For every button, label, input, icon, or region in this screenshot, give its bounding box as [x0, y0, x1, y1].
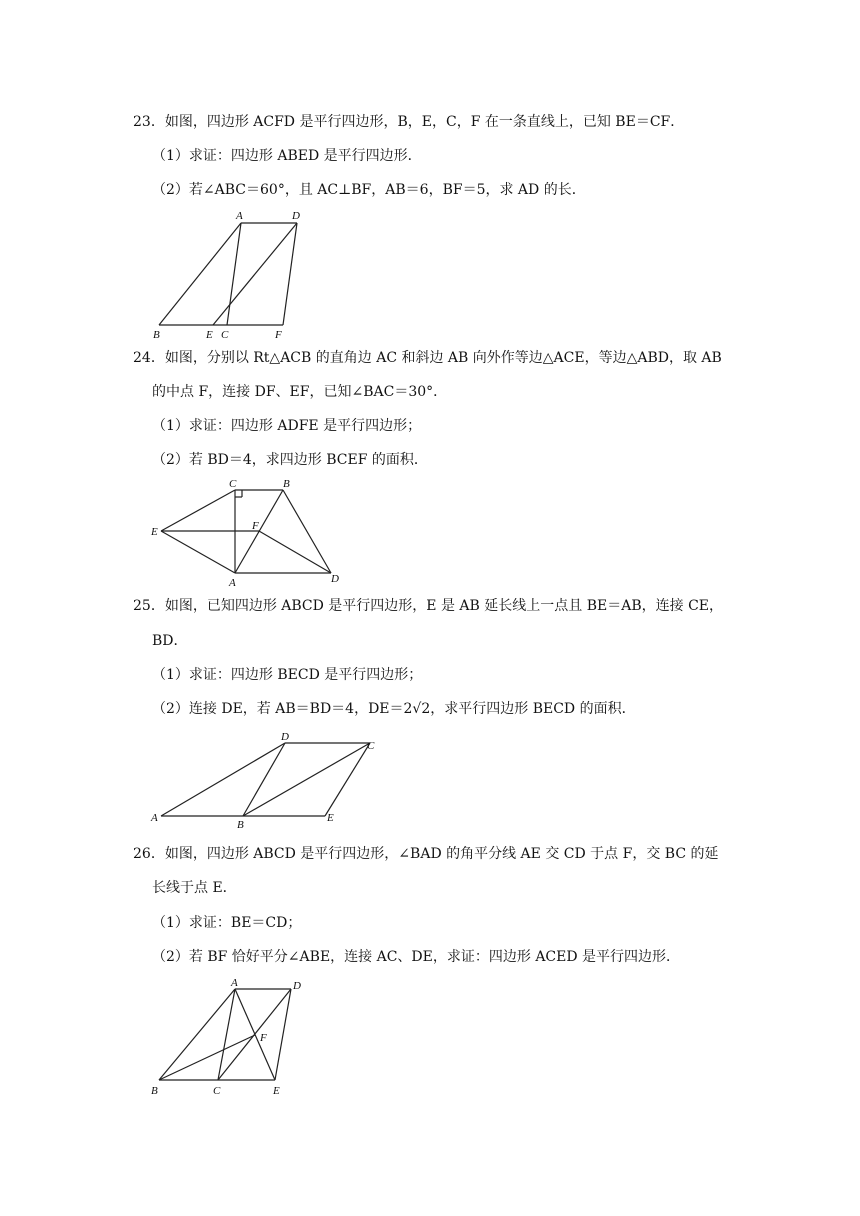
problem-23-part-2: （2）若∠ABC＝60°，且 AC⊥BF，AB＝6，BF＝5，求 AD 的长．: [152, 182, 586, 198]
label-A: A: [236, 210, 243, 222]
label-B: B: [151, 1085, 158, 1097]
segment-BD: [283, 490, 331, 573]
problem-23-stem-line-1: 23．如图，四边形 ACFD 是平行四边形，B，E，C，F 在一条直线上，已知 BE＝CF．: [133, 114, 685, 130]
segment-CB: [243, 743, 370, 816]
label-F: F: [252, 520, 259, 532]
problem-24-figure: [145, 473, 355, 593]
segment-BF: [159, 1035, 255, 1080]
label-C: C: [229, 478, 237, 490]
segment-DE: [275, 989, 291, 1080]
problem-24-stem-line-2: 的中点 F，连接 DF、EF，已知∠BAC＝30°．: [152, 384, 448, 400]
problem-26-figure: [145, 975, 320, 1105]
problem-26-stem-line-2: 长线于点 E．: [152, 880, 237, 896]
problem-25-stem-line-2: BD．: [152, 633, 188, 649]
segment-DC: [218, 989, 291, 1080]
label-C: C: [213, 1085, 221, 1097]
segment-DE: [213, 223, 297, 325]
label-F: F: [275, 329, 282, 341]
problem-25-stem-line-1: 25．如图，已知四边形 ABCD 是平行四边形，E 是 AB 延长线上一点且 BE＝AB，连接 CE，: [133, 598, 724, 614]
label-F: F: [260, 1032, 267, 1044]
label-D: D: [331, 573, 339, 585]
problem-25-part-1: （1）求证：四边形 BECD 是平行四边形；: [152, 667, 423, 683]
label-E: E: [273, 1085, 280, 1097]
problem-25-figure: [145, 728, 390, 833]
label-A: A: [231, 977, 238, 989]
segment-CE: [161, 490, 235, 531]
problem-24-stem-line-1: 24．如图，分别以 Rt△ACB 的直角边 AC 和斜边 AB 向外作等边△ACE，等边△ABD，取 AB: [133, 350, 722, 366]
label-B: B: [153, 329, 160, 341]
label-B: B: [237, 819, 244, 831]
segment-FD: [259, 531, 331, 573]
problem-24-part-2: （2）若 BD＝4，求四边形 BCEF 的面积．: [152, 452, 428, 468]
segment-DB: [243, 743, 285, 816]
label-D: D: [292, 210, 300, 222]
segment-BA: [159, 989, 235, 1080]
segment-AC: [218, 989, 235, 1080]
problem-23-figure: [145, 203, 315, 343]
problem-26-stem-line-1: 26．如图，四边形 ABCD 是平行四边形，∠BAD 的角平分线 AE 交 CD 于点 F，交 BC 的延: [133, 846, 719, 862]
label-E: E: [206, 329, 213, 341]
segment-EA: [161, 531, 235, 573]
label-C: C: [367, 740, 375, 752]
label-A: A: [151, 812, 158, 824]
label-D: D: [281, 731, 289, 743]
problem-25-part-2: （2）连接 DE，若 AB＝BD＝4，DE＝2√2，求平行四边形 BECD 的面积．: [152, 701, 636, 717]
problem-23-part-1: （1）求证：四边形 ABED 是平行四边形．: [152, 148, 422, 164]
label-D: D: [293, 980, 301, 992]
problem-26-part-1: （1）求证：BE＝CD；: [152, 915, 302, 931]
label-A: A: [229, 577, 236, 589]
label-E: E: [151, 526, 158, 538]
label-C: C: [221, 329, 229, 341]
problem-26-part-2: （2）若 BF 恰好平分∠ABE，连接 AC、DE，求证：四边形 ACED 是平行四边形．: [152, 949, 681, 965]
label-E: E: [327, 812, 334, 824]
problem-24-part-1: （1）求证：四边形 ADFE 是平行四边形；: [152, 418, 422, 434]
label-B: B: [283, 478, 290, 490]
segment-AD: [161, 743, 285, 816]
segment-CE: [325, 743, 370, 816]
